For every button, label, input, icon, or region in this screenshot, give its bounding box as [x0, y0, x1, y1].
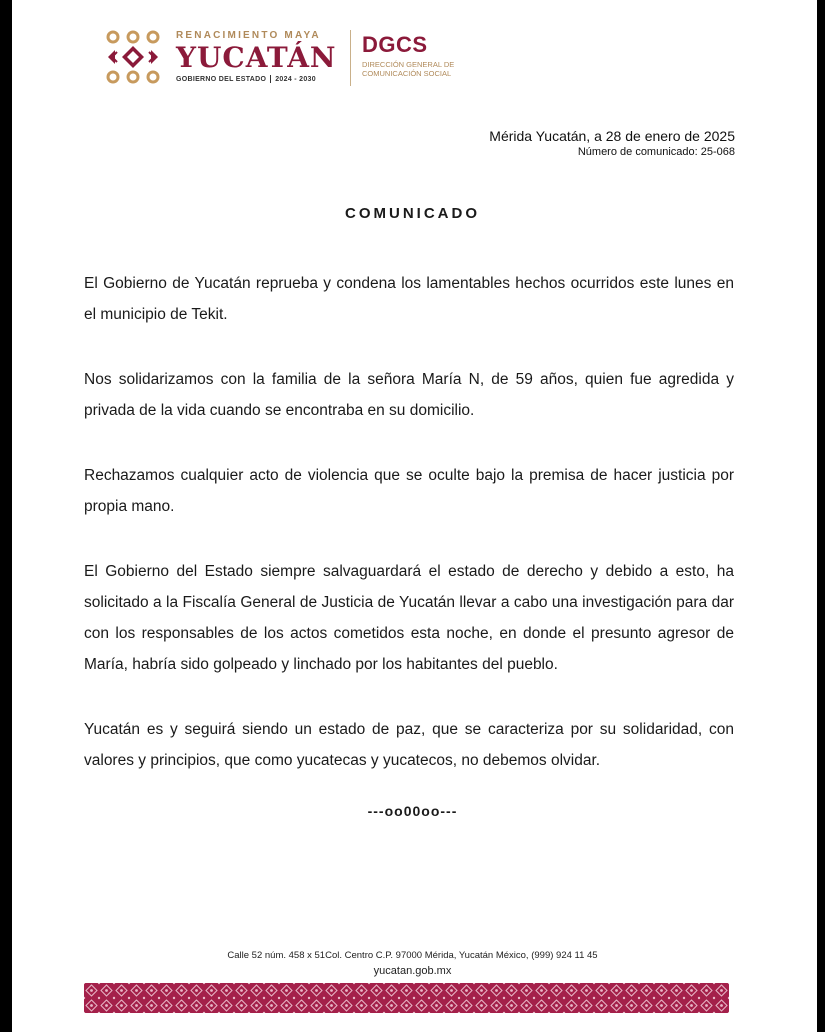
dgcs-desc-line-2: COMUNICACIÓN SOCIAL — [362, 69, 452, 78]
paragraph: Yucatán es y seguirá siendo un estado de paz, que se caracteriza por su solidaridad, con valores y principios, que como yucatecas y yucatecos, no debemos olvidar. — [84, 721, 734, 769]
gov-label: GOBIERNO DEL ESTADO — [176, 75, 267, 83]
mayan-emblem-icon — [104, 28, 162, 86]
dgcs-description — [362, 60, 454, 78]
page-title: COMUNICADO — [345, 205, 480, 222]
paragraph: El Gobierno de Yucatán reprueba y condena los lamentables hechos ocurridos este lunes en el municipio de Tekit. — [84, 275, 734, 323]
left-edge-border — [0, 0, 12, 1032]
tagline: RENACIMIENTO MAYA — [176, 30, 321, 41]
closing-mark: ---oo00oo--- — [367, 803, 458, 819]
logo-divider — [350, 30, 351, 86]
paragraph: Nos solidarizamos con la familia de la señora María N, de 59 años, quien fue agredida y privada de la vida cuando se encontraba en su domicilio. — [84, 371, 734, 419]
date-block — [489, 127, 735, 160]
gov-subtitle — [176, 75, 337, 83]
decorative-pattern-band — [84, 983, 729, 1013]
period: 2024 - 2030 — [275, 75, 316, 83]
date-line: Mérida Yucatán, a 28 de enero de 2025 — [489, 128, 735, 144]
paragraph: Rechazamos cualquier acto de violencia que se oculte bajo la premisa de hacer justicia por propia mano. — [84, 467, 734, 515]
dgcs-name: DGCS — [362, 32, 428, 57]
body-text — [84, 268, 734, 810]
right-edge-border — [817, 0, 825, 1032]
header-logos — [104, 26, 484, 90]
communique-number: Número de comunicado: 25-068 — [577, 146, 735, 158]
government-logo-text — [176, 26, 337, 83]
state-name: YUCATÁN — [176, 41, 337, 74]
footer-url: yucatan.gob.mx — [373, 965, 452, 977]
footer-address: Calle 52 núm. 458 x 51Col. Centro C.P. 97000 Mérida, Yucatán México, (999) 924 11 45 — [227, 950, 598, 961]
separator — [270, 75, 271, 83]
dgcs-logo — [362, 32, 454, 78]
paragraph: El Gobierno del Estado siempre salvaguardará el estado de derecho y debido a esto, ha solicitado a la Fiscalía General de Justicia de Yucatán llevar a cabo una investigación para dar con los responsables de los actos cometidos esta noche, en donde el presunto agresor de María, habría sido golpeado y linchado por los habitantes del pueblo. — [84, 563, 734, 673]
dgcs-desc-line-1: DIRECCIÓN GENERAL DE — [362, 60, 455, 69]
